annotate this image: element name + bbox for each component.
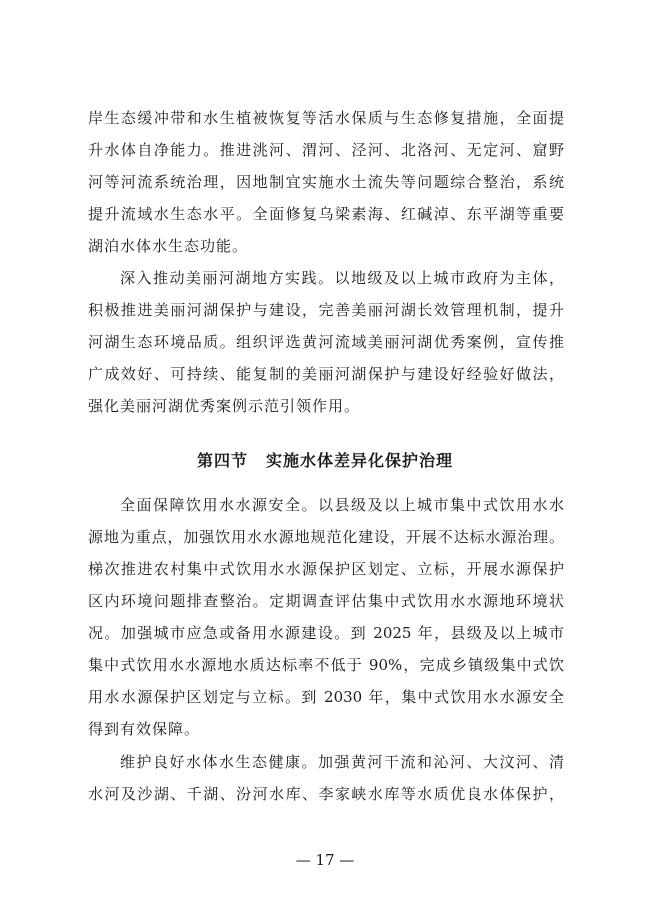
paragraph-4-line: 维护良好水体水生态健康。加强黄河干流和沁河、大汶河、清 (120, 753, 564, 771)
paragraph-1-line: 提升流域水生态水平。全面修复乌梁素海、红碱淖、东平湖等重要 (88, 205, 564, 223)
paragraph-3-line: 梯次推进农村集中式饮用水水源保护区划定、立标，开展水源保护 (88, 560, 564, 578)
paragraph-3-line: 用水水源保护区划定与立标。到 2030 年，集中式饮用水水源安全 (88, 688, 564, 706)
paragraph-1-line: 湖泊水体水生态功能。 (88, 237, 249, 255)
paragraph-3-line: 全面保障饮用水水源安全。以县级及以上城市集中式饮用水水 (120, 496, 564, 514)
section-heading (0, 448, 650, 471)
section-title: 实施水体差异化保护治理 (266, 451, 454, 470)
paragraph-1-line: 升水体自净能力。推进洮河、渭河、泾河、北洛河、无定河、窟野 (88, 141, 564, 159)
paragraph-2-line: 广成效好、可持续、能复制的美丽河湖保护与建设好经验好做法， (88, 365, 564, 383)
paragraph-2-line: 深入推动美丽河湖地方实践。以地级及以上城市政府为主体， (120, 269, 564, 287)
paragraph-1-line: 河等河流系统治理，因地制宜实施水土流失等问题综合整治，系统 (88, 173, 564, 191)
paragraph-3-line: 区内环境问题排查整治。定期调查评估集中式饮用水水源地环境状 (88, 592, 564, 610)
paragraph-3-line: 得到有效保障。 (88, 720, 201, 738)
paragraph-1-line: 岸生态缓冲带和水生植被恢复等活水保质与生态修复措施，全面提 (88, 109, 564, 127)
paragraph-2-line: 河湖生态环境品质。组织评选黄河流域美丽河湖优秀案例，宣传推 (88, 333, 564, 351)
paragraph-2-line: 积极推进美丽河湖保护与建设，完善美丽河湖长效管理机制，提升 (88, 301, 564, 319)
section-number: 第四节 (196, 451, 248, 470)
paragraph-3-line: 况。加强城市应急或备用水源建设。到 2025 年，县级及以上城市 (88, 624, 564, 642)
paragraph-3-line: 集中式饮用水水源地水质达标率不低于 90%，完成乡镇级集中式饮 (88, 656, 564, 674)
paragraph-4-line: 水河及沙湖、千湖、汾河水库、李家峡水库等水质优良水体保护， (88, 785, 564, 803)
paragraph-3-line: 源地为重点，加强饮用水水源地规范化建设，开展不达标水源治理。 (88, 528, 564, 546)
page-number: — 17 — (295, 851, 355, 869)
paragraph-2-line: 强化美丽河湖优秀案例示范引领作用。 (88, 397, 361, 415)
